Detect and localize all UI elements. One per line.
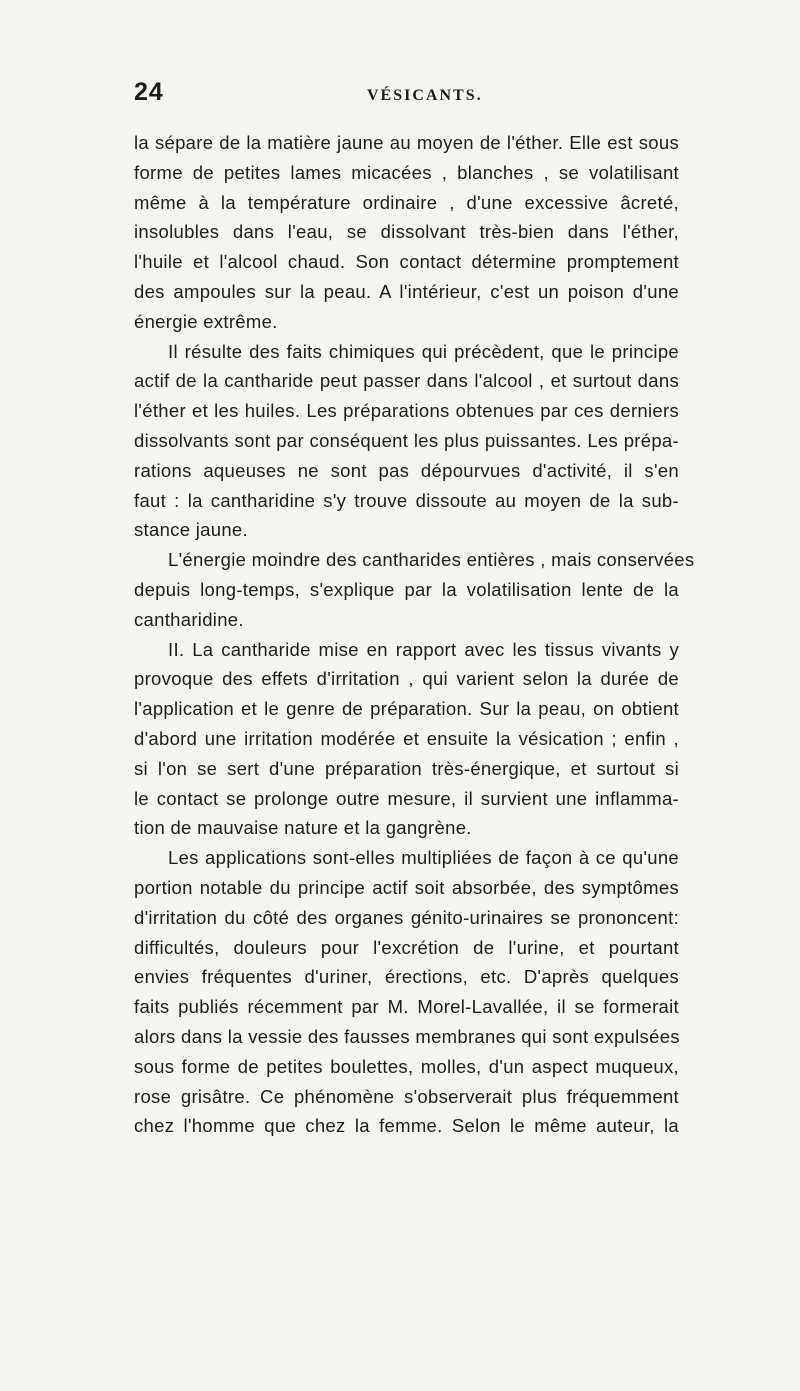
text-line: L'énergie moindre des cantharides entières , mais conservées <box>168 549 695 571</box>
text-line: cantharidine. <box>134 608 244 630</box>
page-number: 24 <box>134 78 164 106</box>
text-line: dissolvants sont par conséquent les plus puissantes. Les prépa- <box>134 429 679 451</box>
text-line: des ampoules sur la peau. A l'intérieur, c'est un poison d'une <box>134 280 679 302</box>
text-line: envies fréquentes d'uriner, érections, etc. D'après quelques <box>134 966 679 988</box>
text-line: même à la température ordinaire , d'une excessive âcreté, <box>134 191 679 213</box>
text-line: sous forme de petites boulettes, molles, d'un aspect muqueux, <box>134 1055 679 1077</box>
text-line: d'abord une irritation modérée et ensuite la vésication ; enfin , <box>134 727 679 749</box>
text-line: tion de mauvaise nature et la gangrène. <box>134 817 472 839</box>
text-line: faut : la cantharidine s'y trouve dissoute au moyen de la sub- <box>134 489 679 511</box>
text-line: l'huile et l'alcool chaud. Son contact détermine promptement <box>134 251 679 273</box>
text-line: le contact se prolonge outre mesure, il survient une inflamma- <box>134 787 679 809</box>
text-line: stance jaune. <box>134 519 248 541</box>
text-line: d'irritation du côté des organes génito-urinaires se prononcent: <box>134 906 679 928</box>
text-line: portion notable du principe actif soit absorbée, des symptômes <box>134 876 679 898</box>
text-line: l'éther et les huiles. Les préparations obtenues par ces derniers <box>134 400 679 422</box>
text-line: énergie extrême. <box>134 310 278 332</box>
text-line: rose grisâtre. Ce phénomène s'observerait plus fréquemment <box>134 1085 679 1107</box>
text-line: actif de la cantharide peut passer dans l'alcool , et surtout dans <box>134 370 679 392</box>
text-line: provoque des effets d'irritation , qui varient selon la durée de <box>134 668 679 690</box>
text-line: insolubles dans l'eau, se dissolvant très-bien dans l'éther, <box>134 221 679 243</box>
text-line: chez l'homme que chez la femme. Selon le même auteur, la <box>134 1115 679 1137</box>
text-line: Les applications sont-elles multipliées de façon à ce qu'une <box>168 847 679 869</box>
text-line: la sépare de la matière jaune au moyen de l'éther. Elle est sous <box>134 132 679 153</box>
text-line: faits publiés récemment par M. Morel-Lavallée, il se formerait <box>134 996 679 1018</box>
text-line: alors dans la vessie des fausses membranes qui sont expulsées <box>134 1025 680 1047</box>
text-line: rations aqueuses ne sont pas dépourvues d'activité, il s'en <box>134 459 679 481</box>
text-line: l'application et le genre de préparation. Sur la peau, on obtient <box>134 698 679 720</box>
running-title: VÉSICANTS. <box>367 87 483 104</box>
text-line: Il résulte des faits chimiques qui précèdent, que le principe <box>168 340 679 362</box>
text-line: difficultés, douleurs pour l'excrétion de l'urine, et pourtant <box>134 936 679 958</box>
page-header <box>134 78 679 112</box>
text-line: depuis long-temps, s'explique par la volatilisation lente de la <box>134 578 679 600</box>
body-text <box>134 128 695 1141</box>
text-line: si l'on se sert d'une préparation très-énergique, et surtout si <box>134 757 679 779</box>
text-line: II. La cantharide mise en rapport avec les tissus vivants y <box>168 638 679 660</box>
text-line: forme de petites lames micacées , blanches , se volatilisant <box>134 161 679 183</box>
